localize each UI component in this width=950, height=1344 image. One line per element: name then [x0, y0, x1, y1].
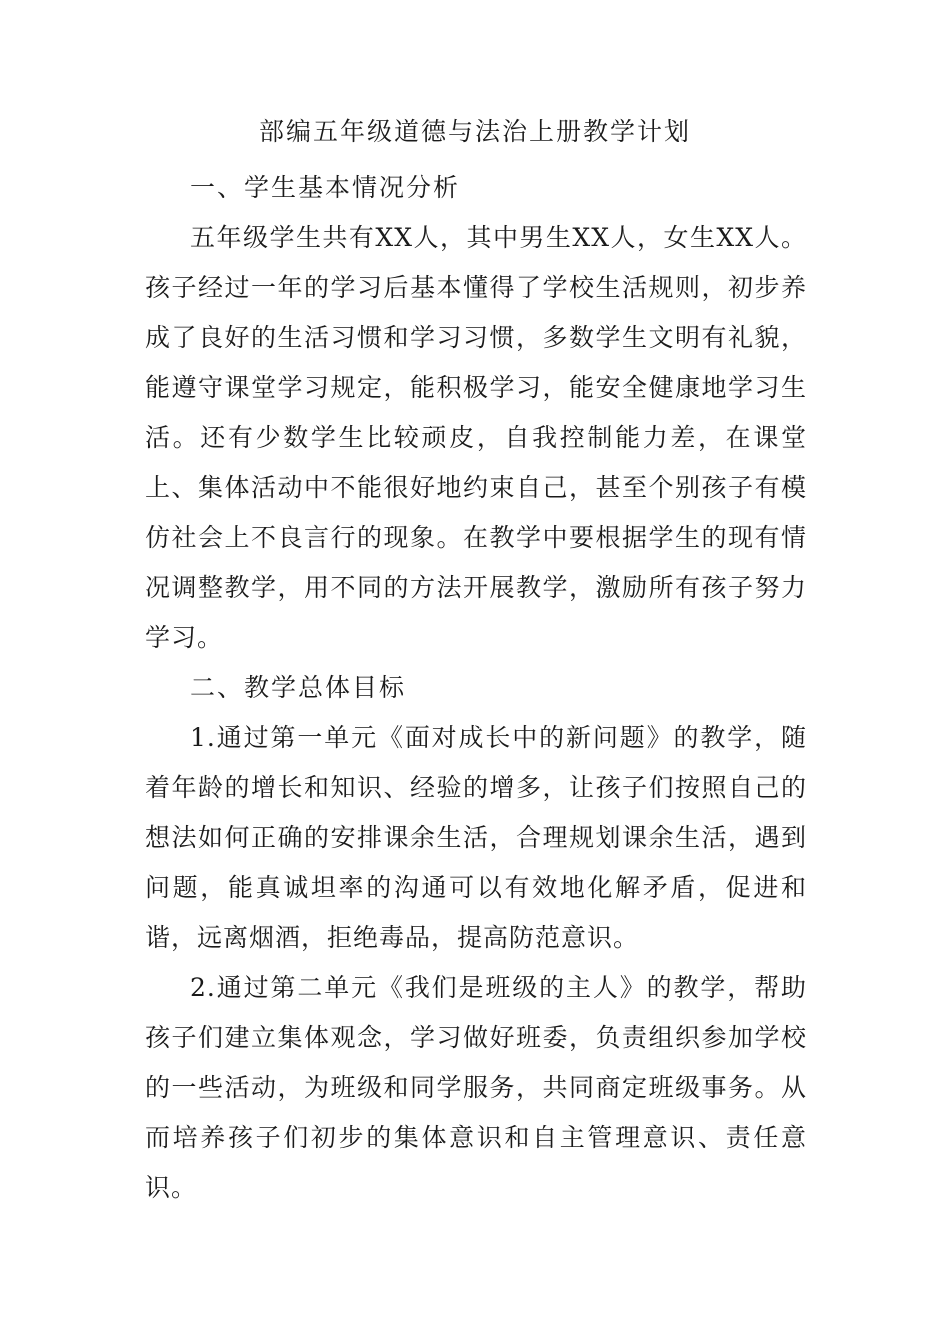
document-title: 部编五年级道德与法治上册教学计划 [258, 117, 691, 146]
paragraph-goal-unit-2: 2.通过第二单元《我们是班级的主人》的教学，帮助孩子们建立集体观念，学习做好班委，负责组织参加学校的一些活动，为班级和同学服务，共同商定班级事务。从而培养孩子们初步的集体意识和自主管理意识、责任意识。 [145, 973, 807, 1202]
section-heading-student-analysis: 一、学生基本情况分析 [190, 173, 461, 202]
paragraph-goal-unit-1: 1.通过第一单元《面对成长中的新问题》的教学，随着年龄的增长和知识、经验的增多，让孩子们按照自己的想法如何正确的安排课余生活，合理规划课余生活，遇到问题，能真诚坦率的沟通可以有效地化解矛盾，促进和谐，远离烟酒，拒绝毒品，提高防范意识。 [145, 723, 807, 952]
document-body [145, 163, 807, 1213]
paragraph-student-analysis: 五年级学生共有XX人，其中男生XX人，女生XX人。孩子经过一年的学习后基本懂得了学校生活规则，初步养成了良好的生活习惯和学习习惯，多数学生文明有礼貌，能遵守课堂学习规定，能积极学习，能安全健康地学习生活。还有少数学生比较顽皮，自我控制能力差，在课堂上、集体活动中不能很好地约束自己，甚至个别孩子有模仿社会上不良言行的现象。在教学中要根据学生的现有情况调整教学，用不同的方法开展教学，激励所有孩子努力学习。 [145, 223, 807, 652]
section-heading-teaching-goals: 二、教学总体目标 [190, 673, 407, 702]
